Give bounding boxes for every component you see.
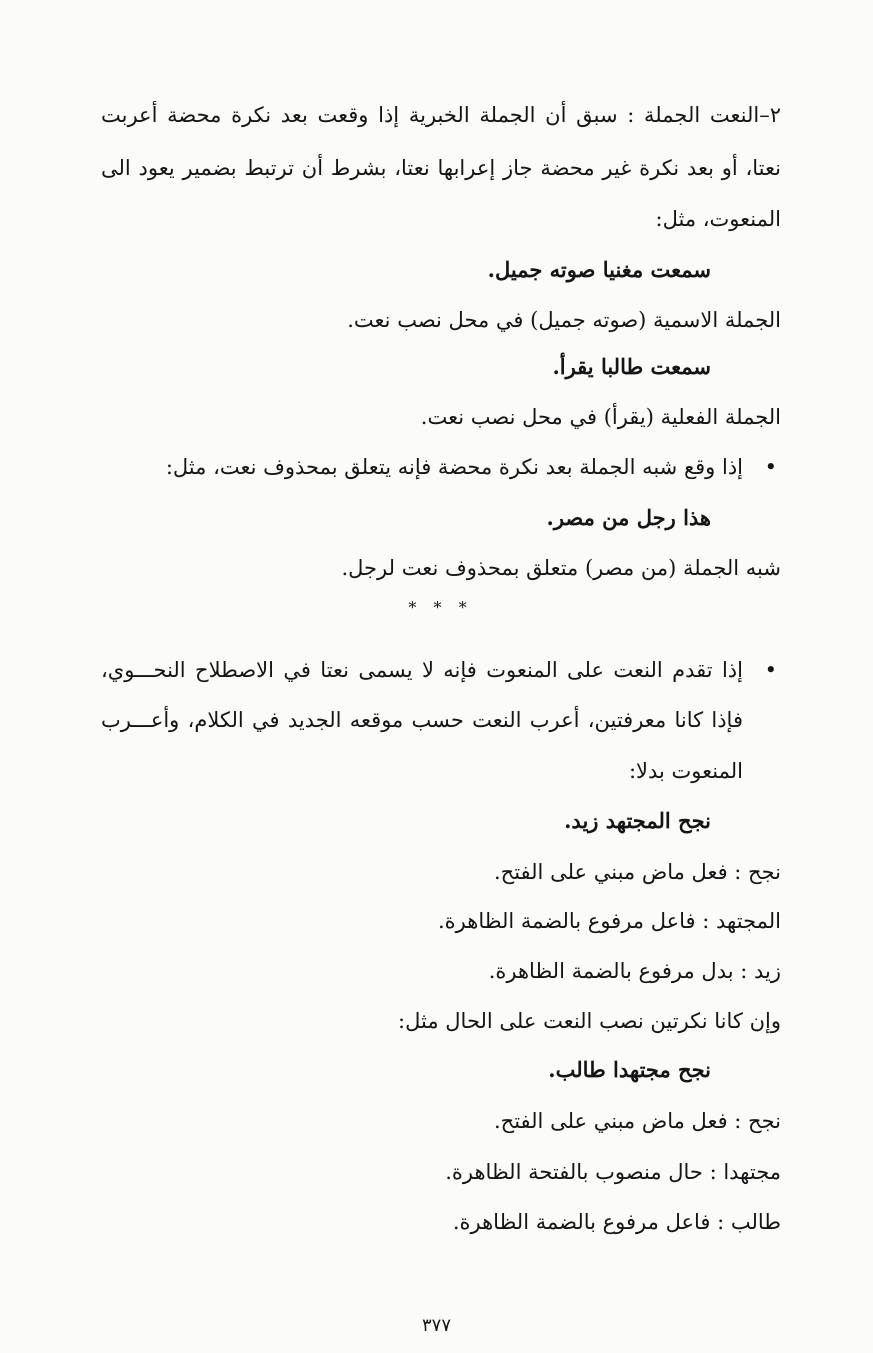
bullet-icon: • xyxy=(764,658,777,682)
section-separator: * * * xyxy=(408,598,473,617)
paragraph-line: وإن كانا نكرتين نصب النعت على الحال مثل: xyxy=(398,1009,781,1033)
example-analysis: شبه الجملة (من مصر) متعلق بمحذوف نعت لرجل. xyxy=(341,556,781,580)
bullet-icon: • xyxy=(764,455,777,479)
example-sentence: هذا رجل من مصر. xyxy=(546,505,711,530)
example-sentence: نجح مجتهدا طالب. xyxy=(548,1057,711,1082)
example-analysis: الجملة الفعلية (يقرأ) في محل نصب نعت. xyxy=(420,405,781,429)
parsing-line: زيد : بدل مرفوع بالضمة الظاهرة. xyxy=(488,959,781,983)
example-sentence: نجح المجتهد زيد. xyxy=(564,808,711,833)
page-number: ٣٧٧ xyxy=(421,1315,451,1336)
paragraph-line: نعتا، أو بعد نكرة غير محضة جاز إعرابها نعتا، بشرط أن ترتبط بضمير يعود الى xyxy=(101,156,781,180)
bullet-text: فإذا كانا معرفتين، أعرب النعت حسب موقعه الجديد في الكلام، وأعـــرب xyxy=(101,708,743,732)
example-analysis: الجملة الاسمية (صوته جميل) في محل نصب نعت. xyxy=(347,308,781,332)
bullet-text: إذا وقع شبه الجملة بعد نكرة محضة فإنه يتعلق بمحذوف نعت، مثل: xyxy=(165,455,743,479)
example-sentence: سمعت مغنيا صوته جميل. xyxy=(487,257,711,282)
bullet-text: المنعوت بدلا: xyxy=(628,759,743,783)
parsing-line: طالب : فاعل مرفوع بالضمة الظاهرة. xyxy=(452,1210,781,1234)
paragraph-line: المنعوت، مثل: xyxy=(655,207,781,231)
parsing-line: نجح : فعل ماض مبني على الفتح. xyxy=(493,1109,781,1133)
bullet-text: إذا تقدم النعت على المنعوت فإنه لا يسمى نعتا في الاصطلاح النحـــوي، xyxy=(101,658,743,682)
parsing-line: المجتهد : فاعل مرفوع بالضمة الظاهرة. xyxy=(438,909,781,933)
example-sentence: سمعت طالبا يقرأ. xyxy=(552,354,711,379)
paragraph-line: ٢–النعت الجملة : سبق أن الجملة الخبرية إذا وقعت بعد نكرة محضة أعربت xyxy=(101,103,781,127)
parsing-line: مجتهدا : حال منصوب بالفتحة الظاهرة. xyxy=(445,1160,781,1184)
parsing-line: نجح : فعل ماض مبني على الفتح. xyxy=(493,860,781,884)
